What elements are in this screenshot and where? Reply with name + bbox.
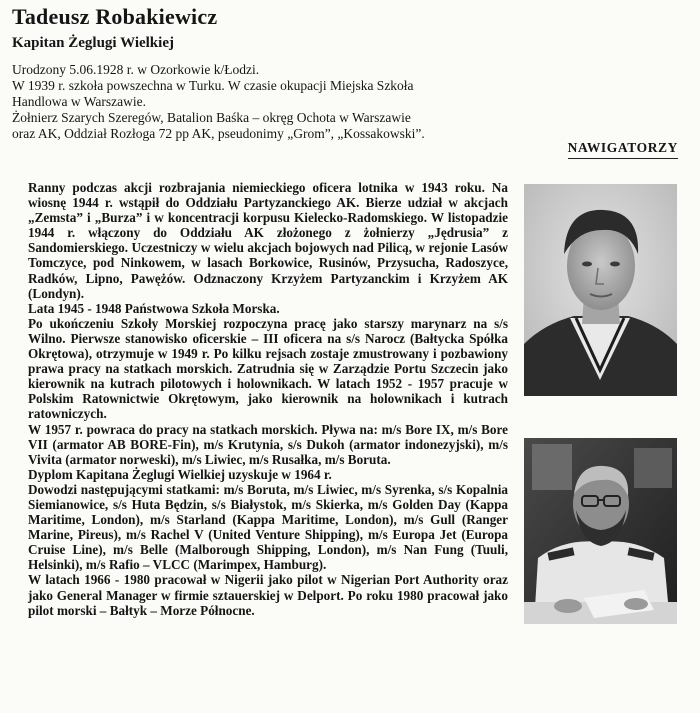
intro-line: Urodzony 5.06.1928 r. w Ozorkowie k/Łodzi. bbox=[12, 62, 260, 77]
portrait-photo-young bbox=[524, 184, 677, 396]
bio-paragraph: Ranny podczas akcji rozbrajania niemieckiego oficera lotnika w 1943 roku. Na wiosnę 1944 r. wstąpił do Oddziału Partyzanckiego AK. Bierze udział w akcjach „Zemsta” i „Burza” i w koncentracji korpusu Kielecko-Radomskiego. W listopadzie 1944 r. włączony do Oddziału AK złożonego z żołnierzy „Jędrusia” z Sandomierskiego. Uczestniczy w wielu akcjach bojowych nad Pilicą, w rejonie Lasów Tomczyce, pod Ninkowem, w lasach Borkowice, Rusinów, Przysucha, Radoszyce, Radków, Lipno, Pawężów. Odznaczony Krzyżem Partyzanckim i Krzyżem AK (Londyn). bbox=[28, 180, 508, 301]
bio-paragraph: Po ukończeniu Szkoły Morskiej rozpoczyna pracę jako starszy marynarz na s/s Wilno. Pierwsze stanowisko oficerskie – III oficera na s/s Narocz (Bałtycka Spółka Okrętowa), otrzymuje w 1949 r. Po kilku rejsach zostaje zmustrowany i pozbawiony prawa pracy na statkach morskich. Zatrudnia się w Zarządzie Portu Szczecin jako kierownik na kutrach pilotowych i holownikach. W latach 1952 - 1957 pracuje w Polskim Ratownictwie Okrętowym, jako kierownik na holownikach i kutrach ratowniczych. bbox=[28, 315, 508, 422]
bio-paragraph: Dowodzi następującymi statkami: m/s Boruta, m/s Liwiec, m/s Syrenka, s/s Kopalnia Siemianowice, s/s Huta Będzin, s/s Białystok, m/s Skierka, m/s Golden Day (Kappa Maritime, London), m/s Starland (Kappa Maritime, London), m/s Gull (Ranger Marine, Pireus), m/s Rachel V (United Venture Shipping), m/s Europa Jet (Europa Cruise Line), m/s Belle (Malborough Shipping, London), m/s Nan Fung (Tuuli, Helsinki), m/s Rafio – VLCC (Marimpex, Hamburg). bbox=[28, 481, 508, 573]
bio-paragraph: Lata 1945 - 1948 Państwowa Szkoła Morska. bbox=[28, 300, 280, 316]
bio-paragraph: Dyplom Kapitana Żeglugi Wielkiej uzyskuje w 1964 r. bbox=[28, 466, 332, 482]
person-name: Tadeusz Robakiewicz bbox=[12, 4, 218, 29]
intro-line: W 1939 r. szkoła powszechna w Turku. W czasie okupacji Miejska Szkoła bbox=[12, 78, 414, 93]
intro-block bbox=[12, 62, 512, 142]
biography-text bbox=[28, 180, 508, 618]
intro-line: oraz AK, Oddział Rozłoga 72 pp AK, pseudonimy „Grom”, „Kossakowski”. bbox=[12, 126, 425, 141]
intro-line: Żołnierz Szarych Szeregów, Batalion Baśka – okręg Ochota w Warszawie bbox=[12, 110, 411, 125]
person-rank: Kapitan Żeglugi Wielkiej bbox=[12, 35, 174, 51]
section-label: NAWIGATORZY bbox=[568, 140, 678, 159]
bio-paragraph: W 1957 r. powraca do pracy na statkach morskich. Pływa na: m/s Bore IX, m/s Bore VII (armator AB BORE-Fin), m/s Krutynia, s/s Dukoh (armator indonezyjski), m/s Vivita (armator norweski), m/s Liwiec, m/s Rusałka, m/s Boruta. bbox=[28, 421, 508, 467]
bio-paragraph: W latach 1966 - 1980 pracował w Nigerii jako pilot w Nigerian Port Authority oraz jako General Manager w firmie sztauerskiej w Delport. Po roku 1980 pracował jako pilot morski – Bałtyk – Morze Północne. bbox=[28, 572, 508, 618]
intro-line: Handlowa w Warszawie. bbox=[12, 94, 146, 109]
portrait-photo-captain bbox=[524, 438, 677, 624]
